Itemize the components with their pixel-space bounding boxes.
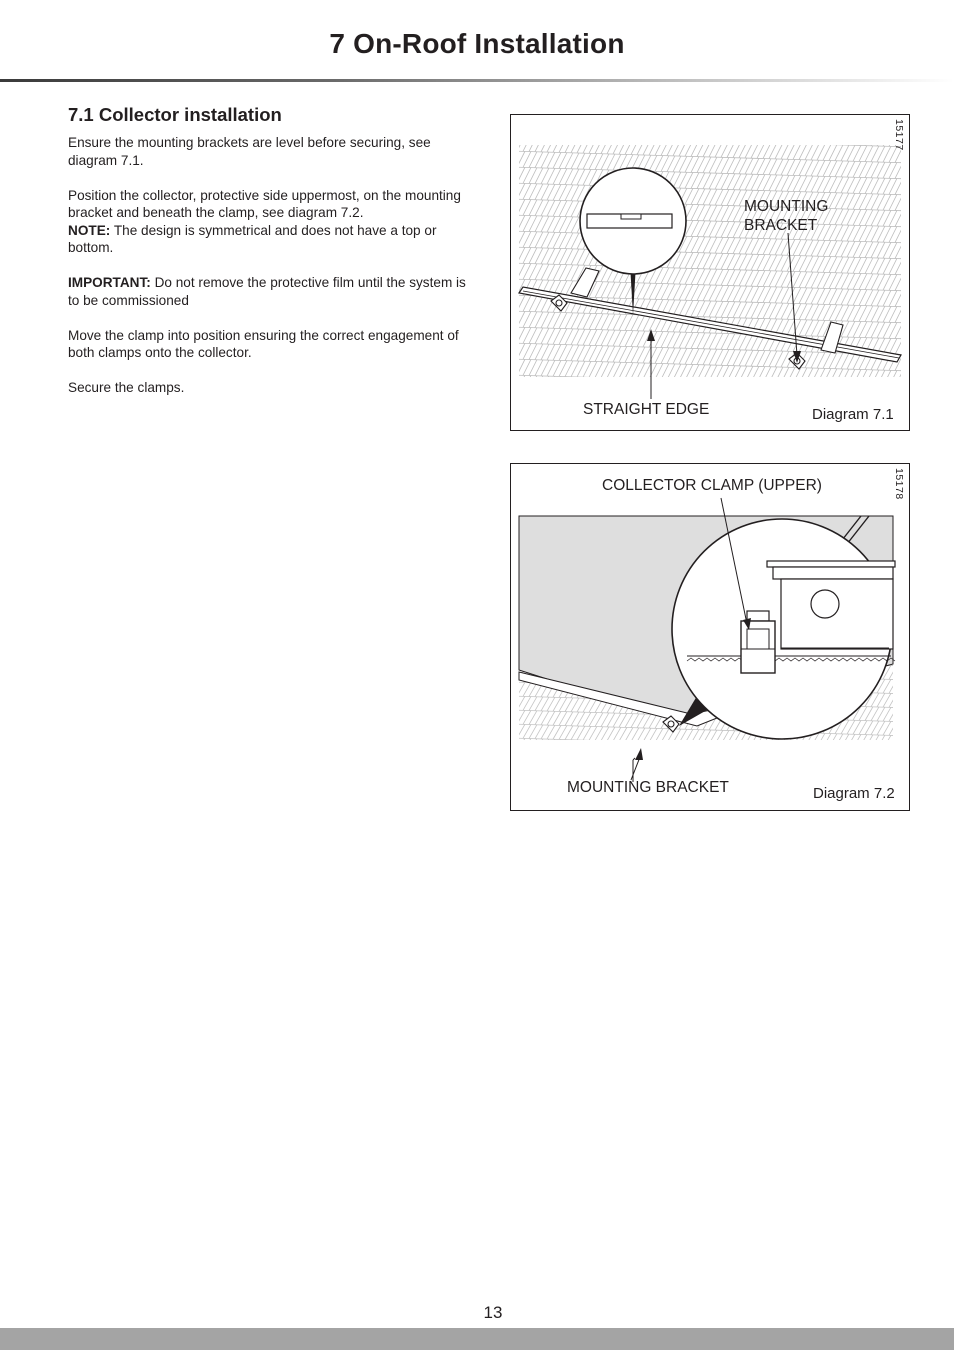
note-label: NOTE: [68,222,111,238]
title-rule [0,79,954,82]
paragraph-secure-clamps: Secure the clamps. [68,380,185,395]
position-collector-text: Position the collector, protective side uppermost, on the mounting bracket and beneath the clamp, see diagram 7.2. [68,187,461,220]
important-text: Do not remove the protective film until the system is to be commissioned [68,275,466,308]
mounting-bracket-label: MOUNTING BRACKET [567,779,729,796]
section-heading: 7.1 Collector installation [68,104,282,125]
straight-edge-label: STRAIGHT EDGE [583,401,710,418]
paragraph-move-clamp: Move the clamp into position ensuring the correct engagement of both clamps onto the collector. [68,327,459,360]
diagram-7-2 [510,463,910,811]
footer-bar [0,1328,954,1350]
diagram-7-1 [510,114,910,431]
note-text: The design is symmetrical and does not have a top or bottom. [68,222,437,255]
page-title: 7 On-Roof Installation [329,28,625,59]
mounting-bracket-label-line1: MOUNTING [744,198,829,215]
diagram-7-2-caption: Diagram 7.2 [813,785,895,802]
drawing-number-15177: 15177 [893,119,905,151]
diagram-7-1-caption: Diagram 7.1 [812,406,894,423]
roof-tiles [511,119,909,419]
instructions-text [68,134,473,414]
important-label: IMPORTANT: [68,275,151,290]
mounting-bracket-label-line2: BRACKET [744,217,818,234]
paragraph-level-brackets: Ensure the mounting brackets are level before securing, see diagram 7.1. [68,135,431,168]
diagram-7-1-illustration [511,115,909,430]
mounting-bracket-label [744,197,828,235]
diagram-7-2-illustration [511,464,909,810]
drawing-number-15178: 15178 [893,468,905,500]
page-number: 13 [483,1303,503,1322]
collector-clamp-label: COLLECTOR CLAMP (UPPER) [602,477,822,494]
paragraph-important [68,274,473,309]
paragraph-position-collector [68,187,473,257]
